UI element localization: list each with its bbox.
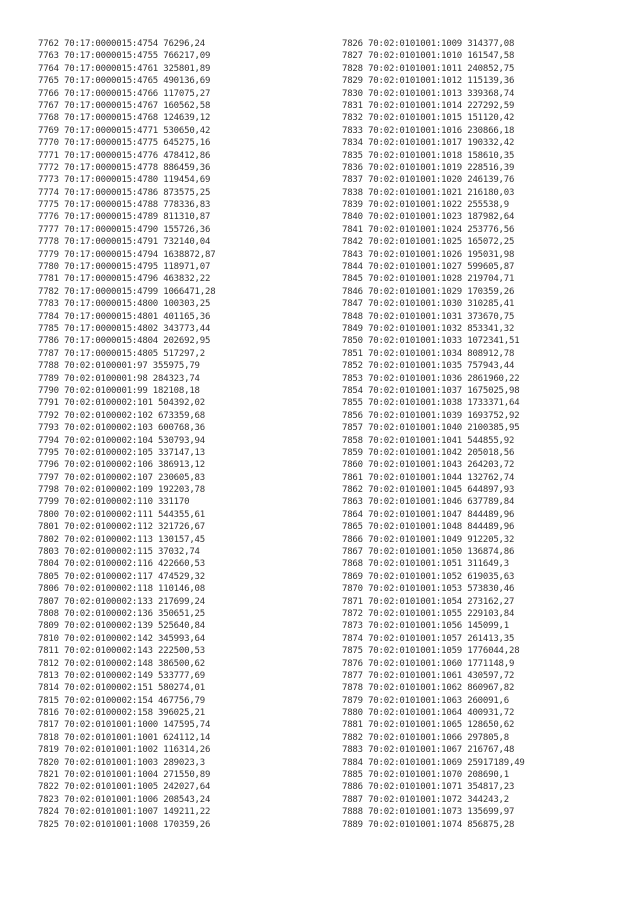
table-row: 7883 70:02:0101001:1067 216767,48 (342, 745, 515, 756)
table-row: 7823 70:02:0101001:1006 208543,24 (38, 794, 211, 805)
table-row: 7777 70:17:0000015:4790 155726,36 (38, 224, 211, 235)
table-row: 7813 70:02:0100002:149 533777,69 (38, 670, 205, 681)
table-row: 7783 70:17:0000015:4800 100303,25 (38, 299, 211, 310)
table-row: 7799 70:02:0100002:110 331170 (38, 497, 190, 508)
table-row: 7861 70:02:0101001:1044 132762,74 (342, 472, 515, 483)
table-row: 7854 70:02:0101001:1037 1675025,98 (342, 385, 520, 396)
table-row: 7789 70:02:0100001:98 284323,74 (38, 373, 200, 384)
table-row: 7835 70:02:0101001:1018 158610,35 (342, 150, 515, 161)
table-row: 7830 70:02:0101001:1013 339368,74 (342, 88, 515, 99)
table-row: 7847 70:02:0101001:1030 310285,41 (342, 299, 515, 310)
table-row: 7872 70:02:0101001:1055 229103,84 (342, 608, 515, 619)
table-row: 7790 70:02:0100001:99 182108,18 (38, 385, 200, 396)
table-row: 7770 70:17:0000015:4775 645275,16 (38, 138, 211, 149)
table-row: 7801 70:02:0100002:112 321726,67 (38, 522, 205, 533)
table-row: 7834 70:02:0101001:1017 190332,42 (342, 138, 515, 149)
table-row: 7855 70:02:0101001:1038 1733371,64 (342, 398, 520, 409)
table-row: 7792 70:02:0100002:102 673359,68 (38, 410, 205, 421)
table-row: 7871 70:02:0101001:1054 273162,27 (342, 596, 515, 607)
table-row: 7827 70:02:0101001:1010 161547,58 (342, 51, 515, 62)
table-row: 7884 70:02:0101001:1069 25917189,49 (342, 757, 525, 768)
table-row: 7831 70:02:0101001:1014 227292,59 (342, 100, 515, 111)
table-row: 7844 70:02:0101001:1027 599605,87 (342, 262, 515, 273)
table-row: 7806 70:02:0100002:118 110146,08 (38, 584, 205, 595)
table-row: 7879 70:02:0101001:1063 260091,6 (342, 695, 509, 706)
table-row: 7808 70:02:0100002:136 350651,25 (38, 608, 205, 619)
table-row: 7870 70:02:0101001:1053 573830,46 (342, 584, 515, 595)
table-row: 7874 70:02:0101001:1057 261413,35 (342, 633, 515, 644)
table-row: 7842 70:02:0101001:1025 165072,25 (342, 237, 515, 248)
table-row: 7860 70:02:0101001:1043 264203,72 (342, 460, 515, 471)
table-row: 7882 70:02:0101001:1066 297805,8 (342, 732, 509, 743)
table-row: 7817 70:02:0101001:1000 147595,74 (38, 720, 211, 731)
table-row: 7775 70:17:0000015:4788 778336,83 (38, 200, 211, 211)
table-row: 7800 70:02:0100002:111 544355,61 (38, 509, 205, 520)
table-row: 7849 70:02:0101001:1032 853341,32 (342, 323, 515, 334)
table-row: 7776 70:17:0000015:4789 811310,87 (38, 212, 211, 223)
table-row: 7832 70:02:0101001:1015 151120,42 (342, 113, 515, 124)
table-row: 7807 70:02:0100002:133 217699,24 (38, 596, 205, 607)
table-row: 7772 70:17:0000015:4778 886459,36 (38, 162, 211, 173)
table-row: 7764 70:17:0000015:4761 325801,89 (38, 63, 211, 74)
left-column (38, 38, 215, 831)
table-row: 7821 70:02:0101001:1004 271550,89 (38, 770, 211, 781)
table-row: 7782 70:17:0000015:4799 1066471,28 (38, 286, 216, 297)
table-row: 7868 70:02:0101001:1051 311649,3 (342, 559, 509, 570)
table-row: 7877 70:02:0101001:1061 430597,72 (342, 670, 515, 681)
table-row: 7881 70:02:0101001:1065 128650,62 (342, 720, 515, 731)
table-row: 7796 70:02:0100002:106 386913,12 (38, 460, 205, 471)
table-row: 7809 70:02:0100002:139 525640,84 (38, 621, 205, 632)
table-row: 7762 70:17:0000015:4754 76296,24 (38, 39, 205, 49)
table-row: 7853 70:02:0101001:1036 2861960,22 (342, 373, 520, 384)
table-row: 7846 70:02:0101001:1029 170359,26 (342, 286, 515, 297)
table-row: 7814 70:02:0100002:151 580274,01 (38, 683, 205, 694)
table-row: 7803 70:02:0100002:115 37032,74 (38, 547, 200, 558)
table-row: 7822 70:02:0101001:1005 242027,64 (38, 782, 211, 793)
table-row: 7852 70:02:0101001:1035 757943,44 (342, 361, 515, 372)
table-row: 7885 70:02:0101001:1070 208690,1 (342, 770, 509, 781)
table-row: 7797 70:02:0100002:107 230605,83 (38, 472, 205, 483)
table-row: 7851 70:02:0101001:1034 808912,78 (342, 348, 515, 359)
table-row: 7843 70:02:0101001:1026 195031,98 (342, 249, 515, 260)
table-row: 7778 70:17:0000015:4791 732140,04 (38, 237, 211, 248)
table-row: 7878 70:02:0101001:1062 860967,82 (342, 683, 515, 694)
table-row: 7828 70:02:0101001:1011 240852,75 (342, 63, 515, 74)
table-row: 7780 70:17:0000015:4795 118971,07 (38, 262, 211, 273)
table-row: 7837 70:02:0101001:1020 246139,76 (342, 175, 515, 186)
table-row: 7880 70:02:0101001:1064 400931,72 (342, 708, 515, 719)
table-row: 7786 70:17:0000015:4804 202692,95 (38, 336, 211, 347)
table-row: 7766 70:17:0000015:4766 117075,27 (38, 88, 211, 99)
table-row: 7815 70:02:0100002:154 467756,79 (38, 695, 205, 706)
table-row: 7774 70:17:0000015:4786 873575,25 (38, 187, 211, 198)
table-row: 7857 70:02:0101001:1040 2100385,95 (342, 423, 520, 434)
table-row: 7867 70:02:0101001:1050 136874,86 (342, 547, 515, 558)
right-column (342, 38, 525, 831)
table-row: 7784 70:17:0000015:4801 401165,36 (38, 311, 211, 322)
table-row: 7889 70:02:0101001:1074 856875,28 (342, 819, 515, 830)
table-row: 7875 70:02:0101001:1059 1776044,28 (342, 646, 520, 657)
table-row: 7767 70:17:0000015:4767 160562,58 (38, 100, 211, 111)
table-row: 7779 70:17:0000015:4794 1638872,87 (38, 249, 216, 260)
table-row: 7819 70:02:0101001:1002 116314,26 (38, 745, 211, 756)
table-row: 7869 70:02:0101001:1052 619035,63 (342, 571, 515, 582)
table-row: 7795 70:02:0100002:105 337147,13 (38, 447, 205, 458)
table-row: 7785 70:17:0000015:4802 343773,44 (38, 323, 211, 334)
table-row: 7771 70:17:0000015:4776 478412,86 (38, 150, 211, 161)
table-row: 7865 70:02:0101001:1048 844489,96 (342, 522, 515, 533)
table-row: 7768 70:17:0000015:4768 124639,12 (38, 113, 211, 124)
table-row: 7873 70:02:0101001:1056 145099,1 (342, 621, 509, 632)
table-row: 7802 70:02:0100002:113 130157,45 (38, 534, 205, 545)
table-row: 7791 70:02:0100002:101 504392,02 (38, 398, 205, 409)
table-row: 7859 70:02:0101001:1042 205018,56 (342, 447, 515, 458)
table-row: 7769 70:17:0000015:4771 530650,42 (38, 125, 211, 136)
table-row: 7773 70:17:0000015:4780 119454,69 (38, 175, 211, 186)
table-row: 7888 70:02:0101001:1073 135699,97 (342, 807, 515, 818)
table-row: 7787 70:17:0000015:4805 517297,2 (38, 348, 205, 359)
table-row: 7833 70:02:0101001:1016 230866,18 (342, 125, 515, 136)
table-row: 7845 70:02:0101001:1028 219704,71 (342, 274, 515, 285)
table-row: 7887 70:02:0101001:1072 344243,2 (342, 794, 509, 805)
table-row: 7793 70:02:0100002:103 600768,36 (38, 423, 205, 434)
table-row: 7811 70:02:0100002:143 222500,53 (38, 646, 205, 657)
table-row: 7816 70:02:0100002:158 396025,21 (38, 708, 205, 719)
table-row: 7848 70:02:0101001:1031 373670,75 (342, 311, 515, 322)
table-row: 7839 70:02:0101001:1022 255538,9 (342, 200, 509, 211)
table-row: 7856 70:02:0101001:1039 1693752,92 (342, 410, 520, 421)
table-row: 7765 70:17:0000015:4765 490136,69 (38, 76, 211, 87)
table-row: 7818 70:02:0101001:1001 624112,14 (38, 732, 211, 743)
table-row: 7824 70:02:0101001:1007 149211,22 (38, 807, 211, 818)
table-row: 7798 70:02:0100002:109 192203,78 (38, 485, 205, 496)
table-row: 7826 70:02:0101001:1009 314377,08 (342, 39, 515, 49)
table-row: 7804 70:02:0100002:116 422660,53 (38, 559, 205, 570)
table-row: 7866 70:02:0101001:1049 912205,32 (342, 534, 515, 545)
table-row: 7829 70:02:0101001:1012 115139,36 (342, 76, 515, 87)
table-row: 7812 70:02:0100002:148 386500,62 (38, 658, 205, 669)
table-row: 7810 70:02:0100002:142 345993,64 (38, 633, 205, 644)
table-row: 7862 70:02:0101001:1045 644897,93 (342, 485, 515, 496)
table-row: 7886 70:02:0101001:1071 354817,23 (342, 782, 515, 793)
table-row: 7876 70:02:0101001:1060 1771148,9 (342, 658, 515, 669)
table-row: 7838 70:02:0101001:1021 216180,03 (342, 187, 515, 198)
table-row: 7864 70:02:0101001:1047 844489,96 (342, 509, 515, 520)
table-row: 7863 70:02:0101001:1046 637789,84 (342, 497, 515, 508)
table-row: 7858 70:02:0101001:1041 544855,92 (342, 435, 515, 446)
table-row: 7794 70:02:0100002:104 530793,94 (38, 435, 205, 446)
table-row: 7825 70:02:0101001:1008 170359,26 (38, 819, 211, 830)
table-row: 7836 70:02:0101001:1019 228516,39 (342, 162, 515, 173)
table-row: 7781 70:17:0000015:4796 463832,22 (38, 274, 211, 285)
table-row: 7820 70:02:0101001:1003 289023,3 (38, 757, 205, 768)
table-row: 7805 70:02:0100002:117 474529,32 (38, 571, 205, 582)
table-row: 7840 70:02:0101001:1023 187982,64 (342, 212, 515, 223)
table-row: 7788 70:02:0100001:97 355975,79 (38, 361, 200, 372)
table-row: 7841 70:02:0101001:1024 253776,56 (342, 224, 515, 235)
table-row: 7763 70:17:0000015:4755 766217,09 (38, 51, 211, 62)
table-row: 7850 70:02:0101001:1033 1072341,51 (342, 336, 520, 347)
